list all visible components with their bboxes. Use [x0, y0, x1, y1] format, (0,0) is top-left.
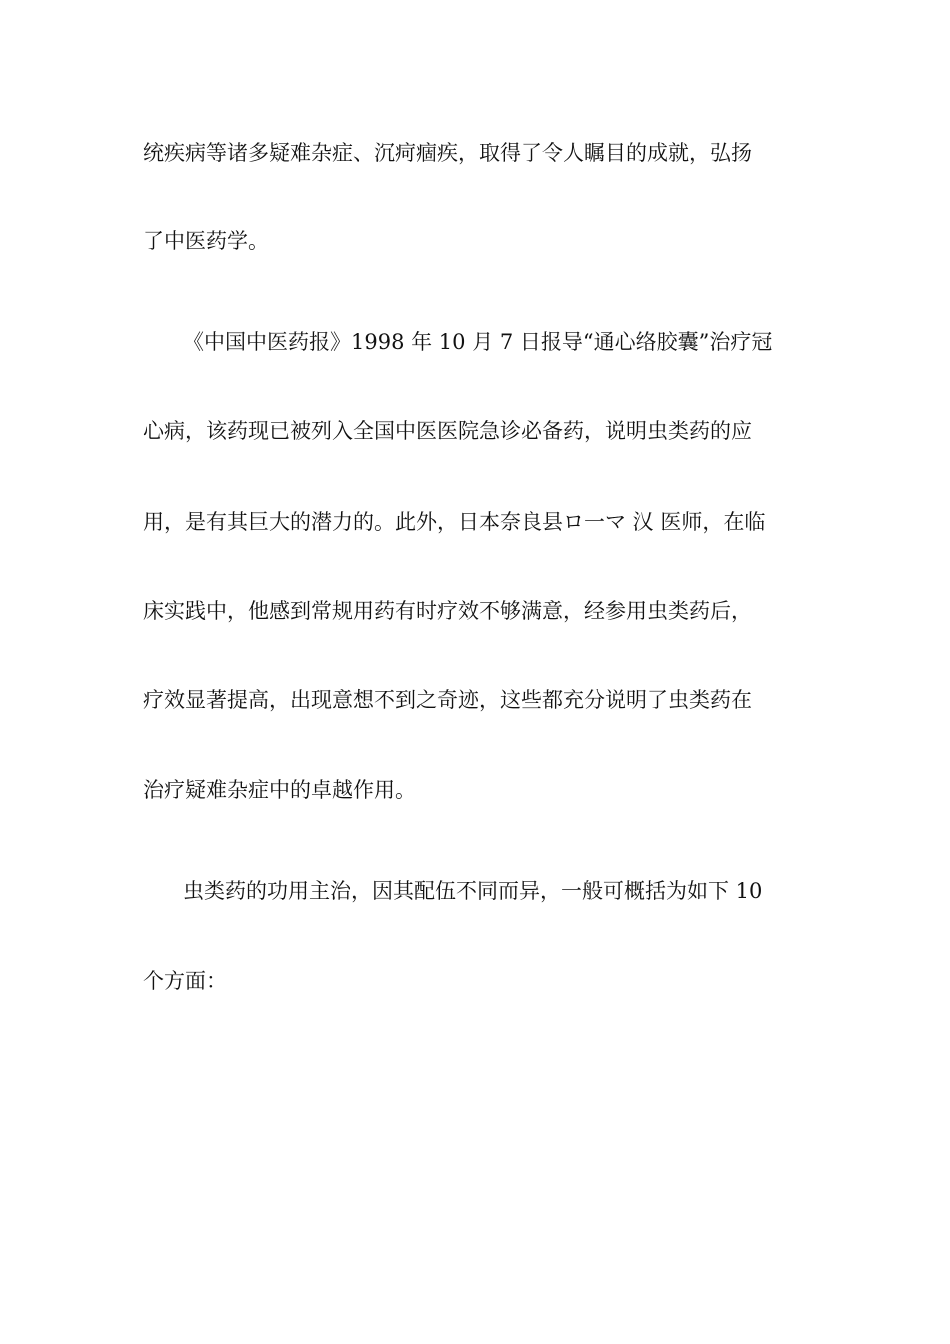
paragraph-1-line-2: 了中医药学。: [143, 229, 269, 253]
paragraph-2-line-4: 床实践中，他感到常规用药有时疗效不够满意，经参用虫类药后，: [143, 599, 752, 623]
paragraph-2-line-3: 用，是有其巨大的潜力的。此外，日本奈良县ロ一マ 㲼 医师，在临: [143, 510, 766, 534]
paragraph-2-line-5: 疗效显著提高，出现意想不到之奇迹，这些都充分说明了虫类药在: [143, 688, 752, 712]
paragraph-3-line-2: 个方面：: [143, 969, 227, 993]
paragraph-2-line-6: 治疗疑难杂症中的卓越作用。: [143, 778, 416, 802]
paragraph-2-line-1: 《中国中医药报》1998 年 10 月 7 日报导“通心络胶囊”治疗冠: [183, 330, 773, 354]
paragraph-1-line-1: 统疾病等诸多疑难杂症、沉疴痼疾，取得了令人瞩目的成就，弘扬: [143, 141, 752, 165]
paragraph-3-line-1: 虫类药的功用主治，因其配伍不同而异，一般可概括为如下 10: [183, 879, 763, 903]
paragraph-2-line-2: 心病，该药现已被列入全国中医医院急诊必备药，说明虫类药的应: [143, 419, 752, 443]
